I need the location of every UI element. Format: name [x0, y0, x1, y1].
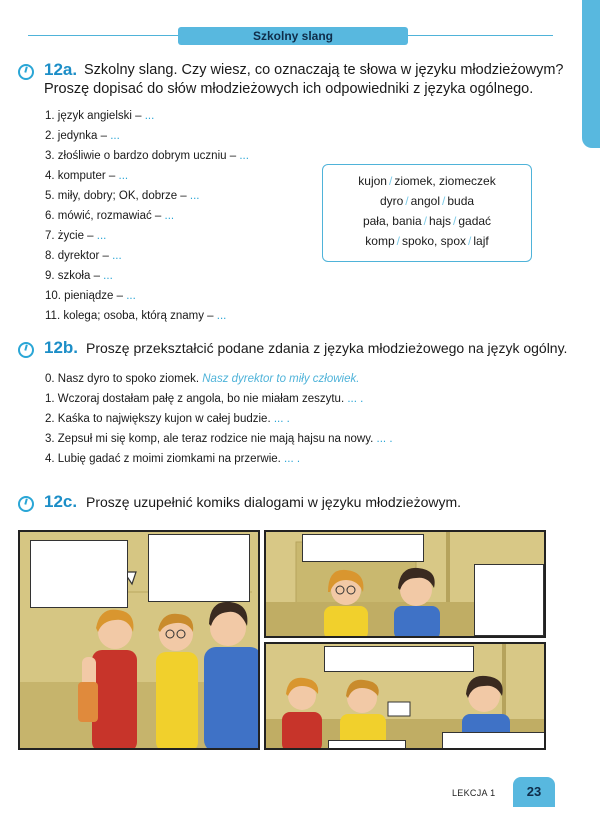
list-item: 9. szkoła – ...: [45, 270, 113, 282]
task-b-number: 12b.: [44, 338, 79, 357]
side-tab: [582, 0, 600, 148]
header-rule-left: [28, 35, 178, 36]
list-item: 2. jedynka – ...: [45, 130, 120, 142]
list-item: 0. Nasz dyro to spoko ziomek. Nasz dyrektor to miły człowiek.: [45, 373, 360, 385]
vocab-list: [45, 106, 249, 326]
speech-bubble: [148, 534, 250, 602]
list-item: 3. Zepsuł mi się komp, ale teraz rodzice nie mają hajsu na nowy. ... .: [45, 433, 393, 445]
list-item: 11. kolega; osoba, którą znamy – ...: [45, 310, 227, 322]
comic-panel-2: [264, 530, 546, 638]
task-c-number: 12c.: [44, 492, 78, 511]
speech-bubble: [328, 740, 406, 750]
list-item: 1. język angielski – ...: [45, 110, 155, 122]
list-item: 6. mówić, rozmawiać – ...: [45, 210, 175, 222]
task-a-line2: Proszę dopisać do słów młodzieżowych ich odpowiedniki z języka ogólnego.: [44, 81, 534, 97]
word-bank-row: dyro / angol / buda: [379, 194, 475, 208]
task-icon: [18, 64, 34, 80]
task-a-number: 12a.: [44, 60, 78, 79]
section-title: Szkolny slang: [178, 27, 408, 45]
task-b-title: Proszę przekształcić podane zdania z języka młodzieżowego na język ogólny.: [86, 340, 568, 356]
list-item: 1. Wczoraj dostałam pałę z angola, bo nie miałam zeszytu. ... .: [45, 393, 364, 405]
list-item: 3. złośliwie o bardzo dobrym uczniu – ...: [45, 150, 249, 162]
speech-bubble: [302, 534, 424, 562]
list-item: 5. miły, dobry; OK, dobrze – ...: [45, 190, 200, 202]
list-item: 4. Lubię gadać z moimi ziomkami na przerwie. ... .: [45, 453, 301, 465]
list-item: 8. dyrektor – ...: [45, 250, 122, 262]
comic-panel-3: [264, 642, 546, 750]
speech-bubble: [30, 540, 128, 608]
task-a-line1: Szkolny slang. Czy wiesz, co oznaczają te słowa w języku młodzieżowym?: [84, 62, 564, 78]
sentence-list: [45, 369, 393, 469]
speech-bubble: [474, 564, 544, 636]
task-icon: [18, 342, 34, 358]
list-item: 10. pieniądze – ...: [45, 290, 136, 302]
task-icon: [18, 496, 34, 512]
page-number: 23: [513, 777, 555, 807]
list-item: 2. Kaśka to największy kujon w całej budzie. ... .: [45, 413, 290, 425]
lesson-label: LEKCJA 1: [452, 788, 496, 798]
comic-panel-1: [18, 530, 260, 750]
list-item: 7. życie – ...: [45, 230, 107, 242]
word-bank: [322, 164, 532, 262]
word-bank-row: pała, bania / hajs / gadać: [362, 214, 492, 228]
task-c-title: Proszę uzupełnić komiks dialogami w języku młodzieżowym.: [86, 494, 462, 510]
list-item: 4. komputer – ...: [45, 170, 129, 182]
speech-bubble: [442, 732, 546, 750]
word-bank-row: kujon / ziomek, ziomeczek: [358, 174, 496, 188]
header-rule-right: [408, 35, 553, 36]
word-bank-row: komp / spoko, spox / lajf: [365, 234, 489, 248]
speech-bubble: [324, 646, 474, 672]
